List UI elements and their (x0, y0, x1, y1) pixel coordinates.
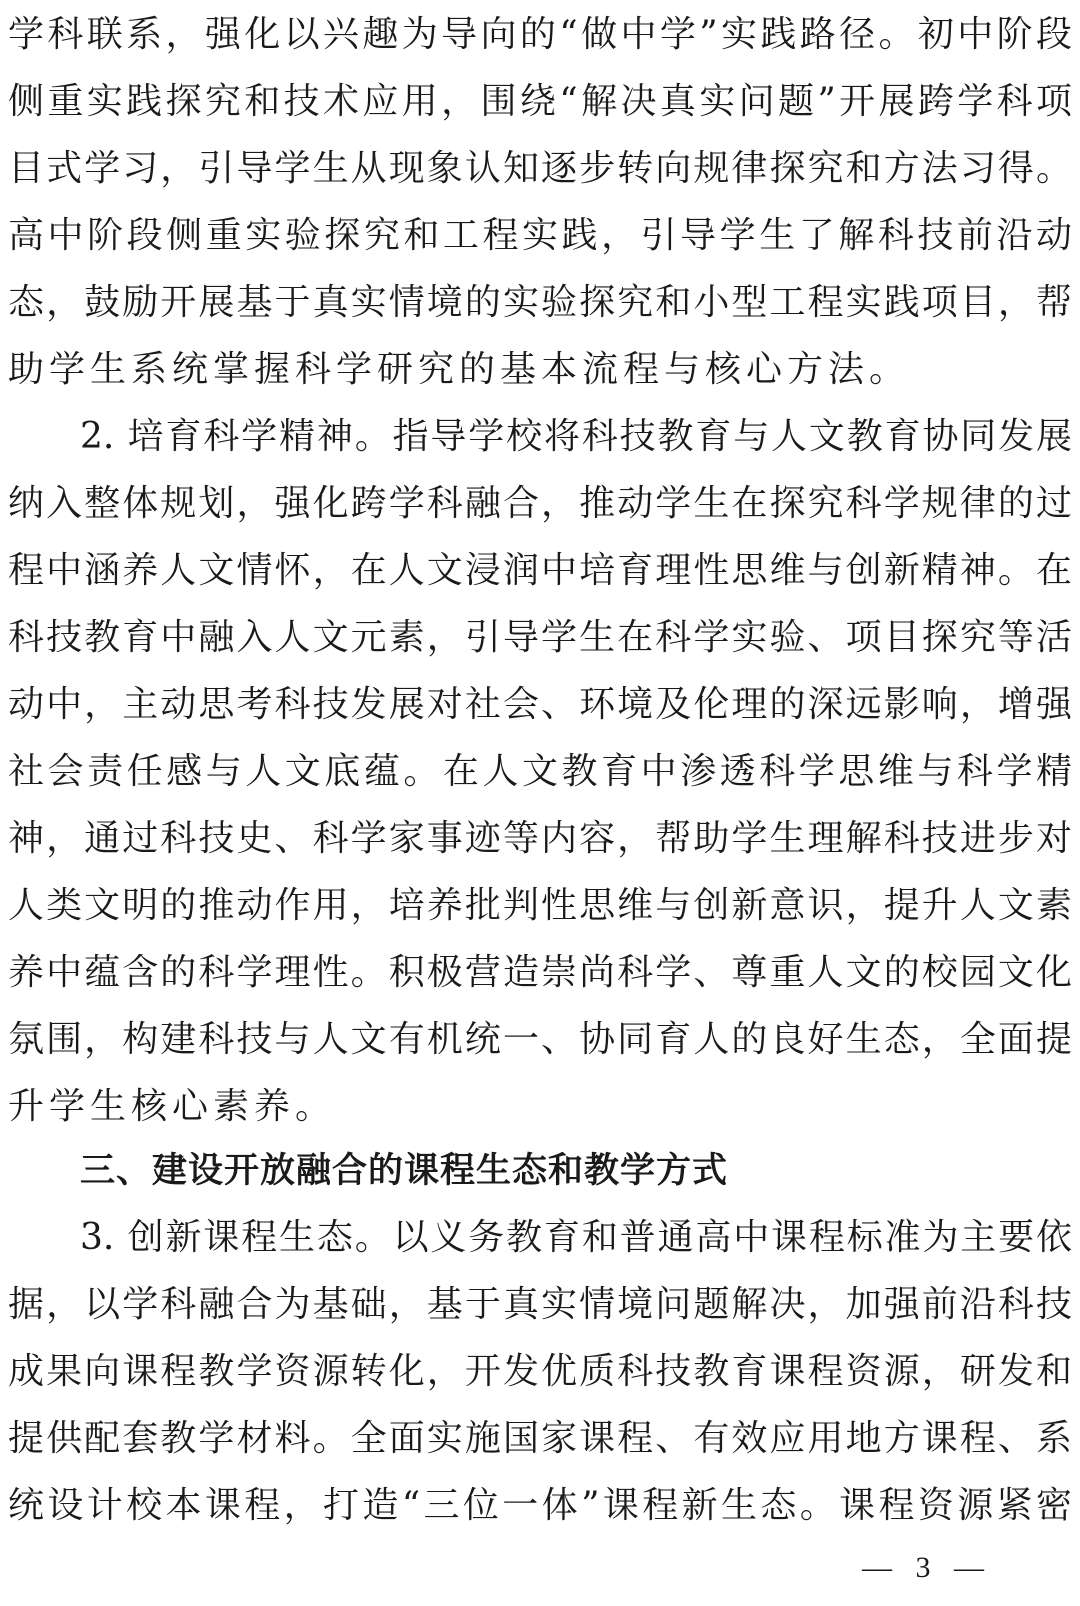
paragraph-2-first-line: 2. 培育科学精神。指导学校将科技教育与人文教育协同发展 (80, 416, 1072, 457)
body-text-line: 纳入整体规划，强化跨学科融合，推动学生在探究科学规律的过 (8, 483, 1072, 524)
body-text-line: 神，通过科技史、科学家事迹等内容，帮助学生理解科技进步对 (8, 818, 1072, 859)
body-text-line: 学科联系，强化以兴趣为导向的“做中学”实践路径。初中阶段 (8, 14, 1072, 55)
body-text-line: 动中，主动思考科技发展对社会、环境及伦理的深远影响，增强 (8, 684, 1072, 725)
page-number: — 3 — (862, 1551, 992, 1584)
body-text-line: 提供配套教学材料。全面实施国家课程、有效应用地方课程、系 (8, 1418, 1072, 1459)
paragraph-3-first-line: 3. 创新课程生态。以义务教育和普通高中课程标准为主要依 (80, 1217, 1072, 1258)
body-text-line: 助学生系统掌握科学研究的基本流程与核心方法。 (8, 349, 911, 390)
body-text-line: 人类文明的推动作用，培养批判性思维与创新意识，提升人文素 (8, 885, 1072, 926)
body-text-line: 高中阶段侧重实验探究和工程实践，引导学生了解科技前沿动 (8, 215, 1072, 256)
body-text-line: 侧重实践探究和技术应用，围绕“解决真实问题”开展跨学科项 (8, 81, 1072, 122)
body-text-line: 成果向课程教学资源转化，开发优质科技教育课程资源，研发和 (8, 1351, 1072, 1392)
body-text-line: 程中涵养人文情怀，在人文浸润中培育理性思维与创新精神。在 (8, 550, 1072, 591)
body-text-line: 态，鼓励开展基于真实情境的实验探究和小型工程实践项目，帮 (8, 282, 1072, 323)
body-text-line: 统设计校本课程，打造“三位一体”课程新生态。课程资源紧密 (8, 1485, 1072, 1526)
body-text-line: 目式学习，引导学生从现象认知逐步转向规律探究和方法习得。 (8, 148, 1072, 189)
section-heading: 三、建设开放融合的课程生态和教学方式 (80, 1151, 729, 1191)
body-text-line: 科技教育中融入人文元素，引导学生在科学实验、项目探究等活 (8, 617, 1072, 658)
body-text-line: 养中蕴含的科学理性。积极营造崇尚科学、尊重人文的校园文化 (8, 952, 1072, 993)
body-text-line: 升学生核心素养。 (8, 1086, 337, 1127)
body-text-line: 社会责任感与人文底蕴。在人文教育中渗透科学思维与科学精 (8, 751, 1072, 792)
body-text-line: 氛围，构建科技与人文有机统一、协同育人的良好生态，全面提 (8, 1019, 1072, 1060)
body-text-line: 据，以学科融合为基础，基于真实情境问题解决，加强前沿科技 (8, 1284, 1072, 1325)
